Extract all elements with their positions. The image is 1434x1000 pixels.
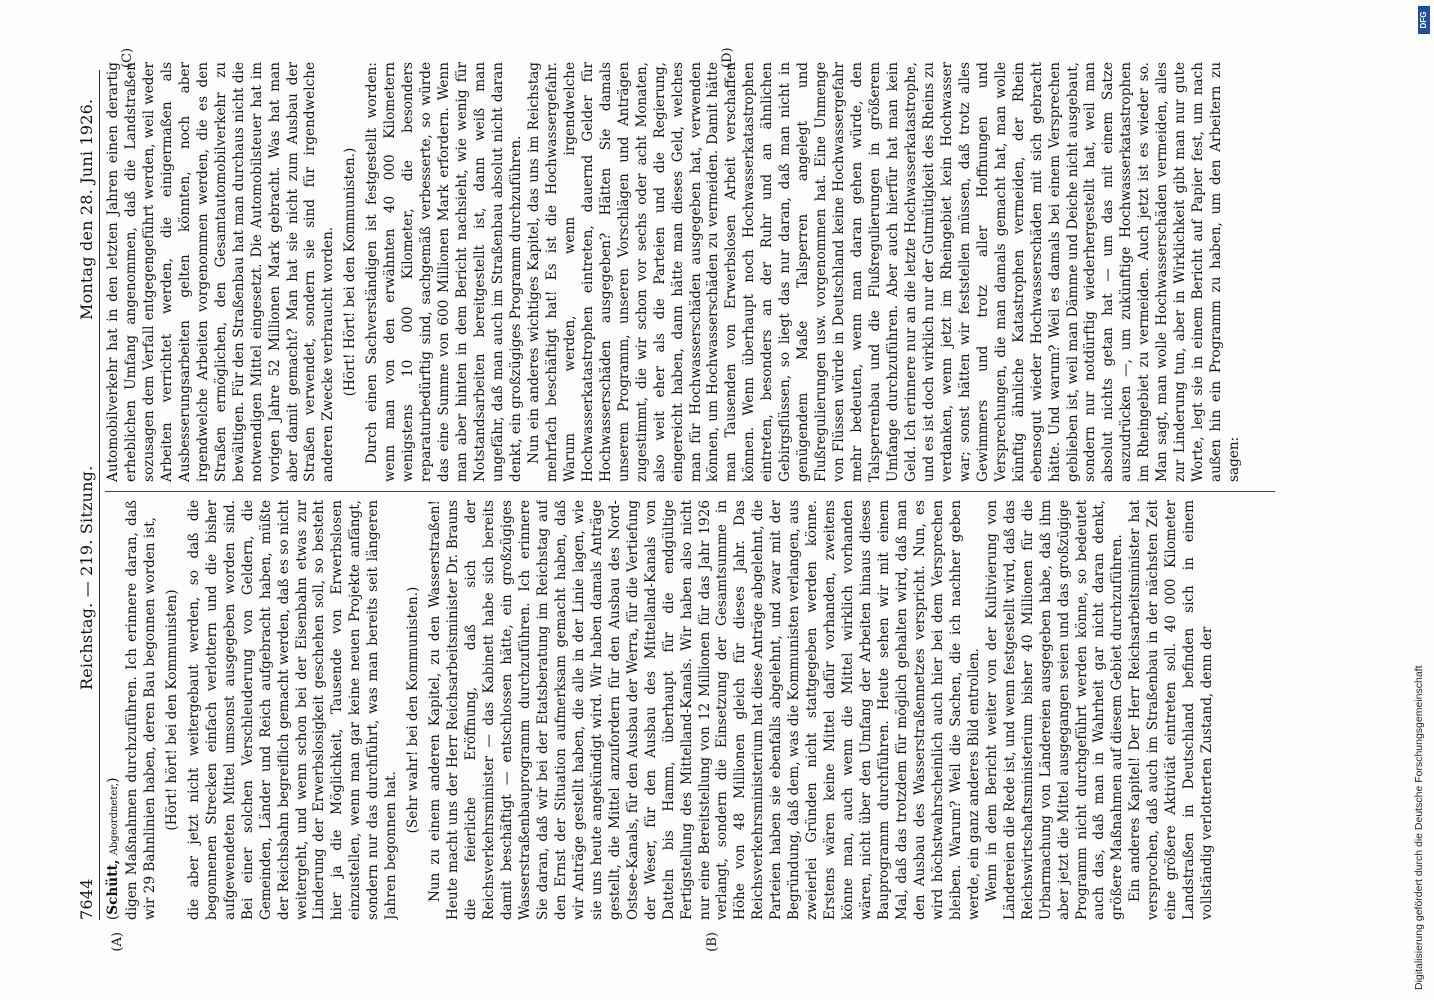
interjection: (Hört! hört! bei den Kommunisten) — [163, 589, 180, 831]
right-column — [105, 62, 1305, 482]
speaker-role: Abgeordneter, — [109, 782, 120, 856]
header-rule — [99, 70, 100, 920]
right-paragraph: Automobilverkehr hat in den letzten Jahren einen derartig erheblichen Umfang angenommen, daß die Landstraßen sozusagen dem Verfall entgegengeführt werden, weil weder Arbeiten verrichtet werden, die einigermaßen als Ausbesserungsarbeiten gelten könnten, noch aber irgendwelche Arbeiten vorgenommen werden, die es den Straßen ermöglichen, den Gesamtautomobilverkehr zu bewältigen. Für den Straßenbau hat man durchaus nicht die notwendigen Mittel eingesetzt. Die Automobilsteuer hat im vorigen Jahre 52 Millionen Mark gebracht. Was hat man aber damit gemacht? Man hat sie nicht zum Ausbau der Straßen verwendet, sondern sie sind für irgendwelche anderen Zwecke verbraucht worden. — [105, 62, 337, 482]
interjection: (Hört! Hört! bei den Kommunisten.) — [342, 147, 359, 397]
left-paragraph: Wenn in dem Bericht weiter von der Kultivierung von Ländereien die Rede ist, und wenn festgestellt wird, daß das Reichswirtschaftsministerium bisher 40 Millionen für die Urbarmachung von Ländereien ausgegeben habe, daß ihm aber jetzt die Mittel ausgegangen seien und das großzügige Programm nicht durchgeführt werden könne, so bedeutet auch das, daß man in Wahrheit gar nicht daran denkt, größere Maßnahmen auf diesem Gebiet durchzuführen. — [983, 500, 1126, 920]
margin-marker-c: (C) — [120, 47, 135, 68]
session-date: Montag den 28. Juni 1926. — [77, 98, 96, 320]
digitization-text: Digitalisierung gefördert durch die Deutsche Forschungsgemeinschaft — [1413, 665, 1425, 990]
left-paragraph: Nun zu einem anderen Kapitel, zu den Wasserstraßen! Heute macht uns der Herr Reichsarbeitsminister Dr. Brauns die feierliche Eröffnung, daß sich der Reichsverkehrsminister — das Kabinett habe sich bereits damit beschäftigt — entschlossen hätte, ein großzügiges Wasserstraßenbauprogramm durchzuführen. Ich erinnere Sie daran, daß wir bei der Etatsberatung im Reichstag auf den Ernst der Situation aufmerksam gemacht haben, daß wir Anträge gestellt haben, die alle in der Linie lagen, wie sie uns heute angekündigt wird. Wir haben damals Anträge gestellt, die Mittel anzufordern für den Ausbau des Nord-Ostsee-Kanals, für den Ausbau der Werra, für die Vertiefung der Weser, für den Ausbau des Mittelland-Kanals von Datteln bis Hamm, überhaupt für die endgültige Fertigstellung des Mittelland-Kanals. Wir haben also nicht nur eine Bereitstellung von 12 Millionen für das Jahr 1926 verlangt, sondern die Einsetzung der Gesamtsumme in Höhe von 48 Millionen gleich für dieses Jahr. Das Reichsverkehrsministerium hat diese Anträge abgelehnt, die Parteien haben sie ebenfalls abgelehnt, und zwar mit der Begründung, daß dem, was die Kommunisten verlangen, aus zweierlei Gründen nicht stattgegeben werden könne. Erstens wären keine Mittel dafür vorhanden, zweitens könne man, auch wenn die Mittel wirklich vorhanden wären, nicht über den Umfang der Arbeiten hinaus dieses Bauprogramm durchführen. Heute sehen wir mit einem Mal, daß das trotzdem für möglich gehalten wird, daß man den Ausbau des Wasserstraßennetzes verspricht. Nun, es wird höchstwahrscheinlich auch hier bei dem Versprechen bleiben. Warum? Weil die Sachen, die ich nachher geben werde, ein ganz anderes Bild entrollen. — [427, 500, 982, 920]
left-paragraph: die aber jetzt nicht weitergebaut werden, so daß die begonnenen Strecken einfach verlottern und die bisher aufgewendeten Mittel umsonst ausgegeben worden sind. Bei einer solchen Verschleuderung von Geldern, die Gemeinden, Länder und Reich aufgebracht haben, müßte der Reichsbahn begreiflich gemacht werden, daß es so nicht weitergeht, und wenn schon bei der Eisenbahn etwas zur Linderung der Erwerbslosigkeit geschehen soll, so besteht hier ja die Möglichkeit, Tausende von Erwerbslosen einzustellen, wenn man gar keine neuen Projekte anfängt, sondern nur das durchführt, was man bereits seit längeren Jahren begonnen hat. — [185, 500, 400, 920]
speaker-line: (Schütt, Abgeordneter,) — [105, 777, 121, 920]
session-title: Reichstag. — 219. Sitzung. — [77, 465, 96, 690]
right-paragraph: Nun ein anderes wichtiges Kapitel, das uns im Reichstag mehrfach beschäftigt hat! Es ist die Hochwassergefahr. Warum werden, wenn irgendwelche Hochwasserkatastrophen eintreten, dauernd Gelder für Hochwasserschäden ausgegeben? Hätten Sie damals unserem Programm, unseren Vorschlägen und Anträgen zugestimmt, die wir schon vor sechs oder acht Monaten, also weit eher als die Parteien und die Regierung, eingereicht haben, dann hätte man dieses Geld, welches man für Hochwasserschäden ausgegeben hat, verwenden können, um Hochwasserschäden zu vermeiden. Damit hätte man Tausenden von Erwerbslosen Arbeit verschaffen können. Wenn überhaupt noch Hochwasserkatastrophen eintreten, besonders an der Ruhr und an ähnlichen Gebirgsflüssen, so liegt das nur daran, daß man nicht in genügendem Maße Talsperren angelegt und Flußregulierungen usw. vorgenommen hat. Eine Unmenge von Flüssen würde in Deutschland keine Hochwassergefahr mehr bedeuten, wenn man daran gehen würde, den Talsperrenbau und die Flußregulierungen in größerem Umfange durchzuführen. Aber auch hierfür hat man kein Geld. Ich erinnere nur an die letzte Hochwasserkatastrophe, und es ist doch wirklich nur der Gutmütigkeit des Rheins zu verdanken, wenn jetzt im Rheingebiet kein Hochwasser war; sonst hätten wir feststellen müssen, daß trotz alles Gewimmers und trotz aller Hoffnungen und Versprechungen, die man damals gemacht hat, man wolle künftig ähnliche Katastrophen vermeiden, der Rhein ebensogut wieder Hochwasserschäden mit sich gebracht hätte. Und warum? Weil es damals bei einem Versprechen geblieben ist, weil man Dämme und Deiche nicht ausgebaut, sondern nur notdürftig wiederhergestellt hat, weil man absolut nichts getan hat — um das mit einem Satze auszudrücken —, um zukünftige Hochwasserkatastrophen im Rheingebiet zu vermeiden. Auch jetzt ist es wieder so. Man sagt, man wolle Hochwasserschäden vermeiden, alles zur Linderung tun, aber in Wirklichkeit gibt man nur gute Worte, legt sie in einem Bericht auf Papier fest, um nach außen hin ein Programm zu haben, um den Arbeitern zu sagen: — [525, 62, 1243, 482]
digitization-note — [1411, 10, 1427, 990]
left-paragraph: Ein anderes Kapitel! Der Herr Reichsarbeitsminister hat versprochen, daß auch im Straßenbau in der nächsten Zeit eine größere Aktivität eintreten soll. 40 000 Kilometer Landstraßen in Deutschland befinden sich in einem vollständig verlotterten Zustand, denn der — [1127, 500, 1216, 920]
right-paragraph: Durch einen Sachverständigen ist festgestellt worden: wenn man von den erwähnten 40 000 Kilometern wenigstens 10 000 Kilometer, die besonders reparaturbedürftig sind, sachgemäß verbesserte, so würde das eine Summe von 600 Millionen Mark erfordern. Wenn man aber hinten in dem Bericht nachsieht, wie wenig für Notstandsarbeiten bereitgestellt ist, dann weiß man ungefähr, daß man auch im Straßenbau absolut nicht daran denkt, ein großzügiges Programm durchzuführen. — [364, 62, 524, 482]
interjection: (Sehr wahr! bei den Kommunisten.) — [405, 586, 422, 834]
rotated-print-page — [75, 47, 1315, 952]
dfg-logo-text: DFG — [1419, 11, 1428, 29]
left-paragraph: digen Maßnahmen durchzuführen. Ich erinnere daran, daß wir 29 Bahnlinien haben, deren Bau begonnen worden ist, — [123, 500, 158, 920]
left-column — [105, 500, 1305, 920]
margin-marker-d: (D) — [720, 47, 735, 68]
margin-marker-b: (B) — [705, 932, 720, 952]
speaker-name: Schütt, — [105, 859, 121, 915]
page-header — [77, 70, 99, 920]
margin-marker-a: (A) — [110, 932, 125, 952]
column-divider — [105, 491, 1275, 492]
dfg-logo — [1418, 6, 1430, 34]
page-number: 7644 — [77, 878, 96, 920]
